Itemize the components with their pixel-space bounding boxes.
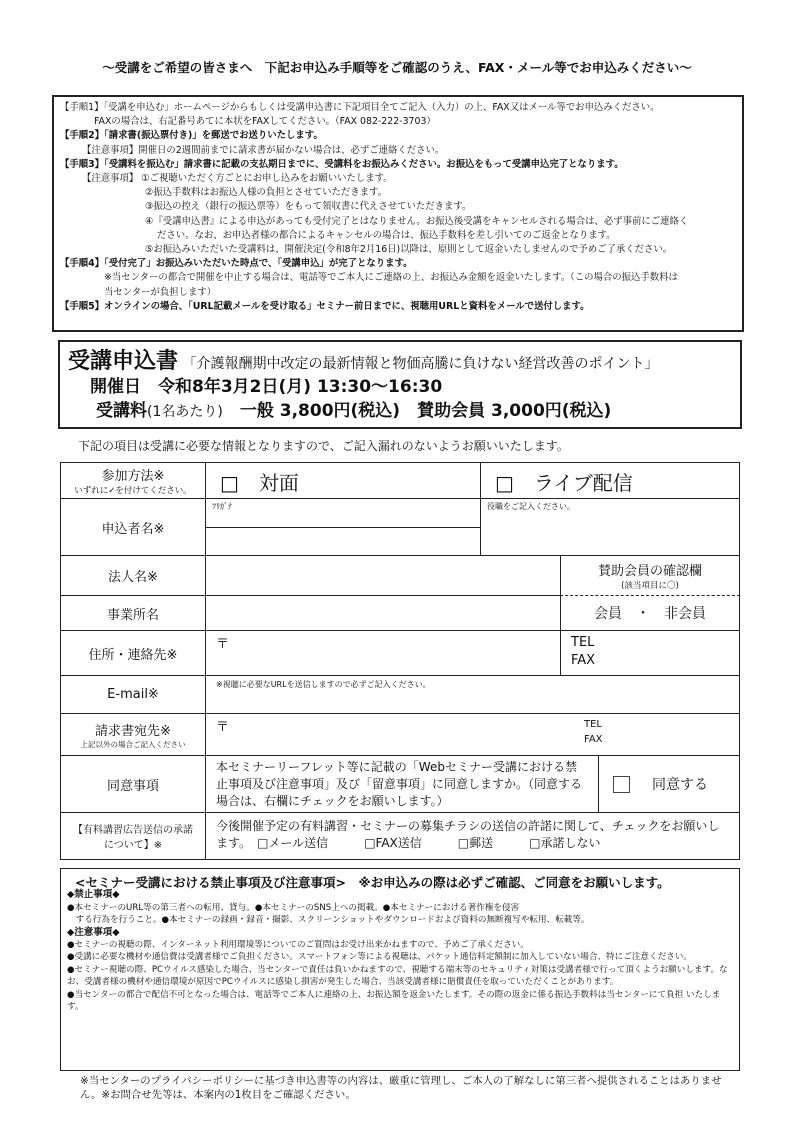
caution-title: ◆注意事項◆ (67, 926, 120, 938)
option-in-person[interactable]: □ 対面 (205, 462, 481, 499)
ads-label-cell (60, 812, 206, 860)
participation-sub: いずれに✓を付けてください。 (74, 486, 192, 496)
caution-item: ●セミナーの視聴の際、インターネット利用環境等についてのご質問はお受け出来かねますので、予めご了承ください。 (67, 940, 529, 951)
step-line: ださい。なお、お申込者様の都合によるキャンセルの場合は、振込手数料を差し引いてのご返金となります。 (157, 229, 616, 241)
participation-label-cell (60, 462, 206, 499)
prohibited-line: する行為を行うこと。●本セミナーの録画・録音・撮影、スクリーンショットやダウンロードおよび資料の無断複写や転用、転載等。 (67, 915, 590, 926)
participation-label: 参加方法※ (101, 469, 165, 484)
ads-option-email[interactable]: □メール送信 (257, 836, 329, 850)
address-field[interactable] (205, 630, 561, 676)
step-line: ⑤お振込みいただいた受講料は、開催決定(令和8年2月16日)以降は、原則として返金いたしませんので予めご了承ください。 (145, 244, 673, 256)
email-field[interactable] (205, 675, 740, 714)
ads-text: 今後開催予定の有料講習・セミナーの募集チラシの送信の許諾に関して、チェックをお願いします。 (216, 819, 720, 850)
caution-item: ●受講に必要な機材や通信費は受講者様でご負担ください。スマートフォン等による視聴は、パケット通信料定額制に加入していない場合、特にご注意ください。 (67, 952, 692, 963)
step-line: FAXの場合は、右記番号あてに本状をFAXしてください。（FAX 082-222-3703） (94, 116, 436, 128)
applicant-label: 申込者名※ (101, 521, 165, 537)
member-check-sub: (該当項目に〇) (621, 581, 679, 591)
ads-consent-field (205, 812, 740, 860)
consent-label-cell (60, 755, 206, 813)
ads-option-decline[interactable]: □承諾しない (529, 836, 601, 850)
consent-agree-label: 同意する (652, 777, 708, 793)
corp-label-cell (60, 555, 206, 596)
option-live-stream[interactable]: □ ライブ配信 (480, 462, 740, 499)
step-line: 【手順1】「受講を申込む」ホームページからもしくは受講申込書に下記項目全てご記入（入力）の上、FAX又はメール等でお申込みください。 (60, 102, 660, 113)
caution-item: ●当センターの都合で配信不可となった場合は、電話等でご本人に連絡の上、お振込額を返金いたします。その際の返金に係る振込手数料は当センターにて負担 いたします。 (67, 989, 721, 1013)
member-fee: 賛助会員 3,000円(税込) (417, 401, 612, 421)
step-line: ②振込手数料はお振込人様の負担とさせていただきます。 (145, 187, 388, 199)
corp-label: 法人名※ (108, 570, 158, 585)
address-label-cell (60, 630, 206, 676)
position-field[interactable] (480, 498, 740, 556)
step-line: 【注意事項】 ①ご視聴いただく方ごとにお申し込みをお願いいたします。 (82, 173, 393, 185)
form-title: 受講申込書 (68, 349, 179, 374)
invoice-sub: 上記以外の場合ご記入ください (80, 739, 186, 749)
phone-fax-field[interactable] (560, 630, 740, 676)
prohibited-title: ◆禁止事項◆ (67, 889, 120, 901)
applicant-name-field[interactable] (205, 527, 481, 556)
invoice-label: 請求書宛先※ (95, 723, 171, 739)
ads-option-fax[interactable]: □FAX送信 (364, 836, 422, 850)
step-line: 【注意事項】開催日の2週間前までに請求書が届かない場合は、必ずご連絡ください。 (82, 144, 445, 156)
prohibited-line: ●本セミナーのURL等の第三者への転用、貸与。●本セミナーのSNS上への掲載。●本セミナーにおける著作権を侵害 (67, 902, 520, 913)
office-label: 事業所名 (106, 607, 159, 623)
form-intro: 下記の項目は受講に必要な情報となりますので、ご記入漏れのないようお願いいたします。 (78, 439, 569, 453)
member-check-header (560, 555, 740, 596)
step-line: 【手順3】「受講料を振込む」請求書に記載の支払期日までに、受講料をお振込みください。お振込をもって受講申込完了となります。 (60, 158, 624, 170)
invoice-label-cell (60, 713, 206, 756)
fee-unit: (1名あたり) (147, 404, 223, 420)
invoice-tel-label: TEL (584, 719, 602, 730)
step-line: ③振込の控え（銀行の振込票等）をもって領収書に代えさせていただきます。 (145, 201, 472, 213)
prohibitions-notes-box (60, 868, 740, 1071)
consent-checkbox[interactable] (613, 776, 630, 793)
event-date: 令和8年3月2日(月) 13:30～16:30 (158, 377, 443, 397)
email-label: E-mail※ (107, 687, 159, 702)
address-label: 住所・連絡先※ (88, 647, 178, 663)
tel-label: TEL (571, 635, 595, 650)
office-label-cell (60, 595, 206, 631)
seminar-title: 「介護報酬期中改定の最新情報と物価高騰に負けない経営改善のポイント」 (182, 356, 659, 372)
step-line: ※当センターの都合で開催を中止する場合は、電話等でご本人にご連絡の上、お振込み金額を返金いたします。（この場合の振込手数料は (104, 272, 678, 284)
member-check-label: 賛助会員の確認欄 (597, 564, 702, 579)
general-fee: 一般 3,800円(税込) (239, 401, 401, 421)
office-name-field[interactable] (205, 595, 561, 631)
email-label-cell (60, 675, 206, 714)
postal-mark: 〒 (216, 637, 230, 652)
privacy-footer: ※当センターのプライバシーポリシーに基づき申込書等の内容は、厳重に管理し、ご本人の了解なしに第三者へ提供されることはありません。※お問合せ先等は、本案内の1枚目をご確認ください。 (80, 1075, 722, 1101)
application-header (58, 340, 742, 429)
invoice-postal-mark: 〒 (216, 720, 230, 735)
invoice-address-field[interactable] (205, 713, 740, 756)
step-line: 【手順4】「受付完了」お振込みいただいた時点で、「受講申込」が完了となります。 (60, 258, 413, 270)
date-label: 開催日 (90, 377, 141, 397)
invoice-fax-label: FAX (584, 734, 603, 745)
fax-label: FAX (571, 653, 596, 668)
step-line: 【手順2】「請求書(振込票付き)」を郵送でお送りいたします。 (60, 130, 323, 142)
ads-option-mail[interactable]: □郵送 (457, 836, 494, 850)
email-note: ※視聴に必要なURLを送信しますので必ずご記入ください。 (216, 680, 431, 689)
notes-heading: <セミナー受講における禁止事項及び注意事項> ※お申込みの際は必ずご確認、ご同意をお願いします。 (75, 875, 670, 890)
page-instruction-title: ～受講をご希望の皆さまへ 下記お申込み手順等をご確認のうえ、FAX・メール等でお申込みください～ (102, 60, 692, 75)
ads-label: 【有料講習広告送信の承諾について】※ (73, 825, 193, 851)
consent-agree-cell[interactable] (598, 755, 740, 813)
consent-label: 同意事項 (106, 778, 159, 794)
step-line: 【手順5】オンラインの場合、「URL記載メールを受け取る」セミナー前日までに、視聴用URLと資料をメールで送付します。 (60, 300, 590, 312)
step-line: ④『受講申込書』による申込があっても受付完了とはなりません。お振込後受講をキャンセルされる場合は、必ず事前にご連絡く (145, 215, 689, 227)
application-steps-box (52, 95, 744, 332)
position-hint: 役職をご記入ください。 (487, 502, 575, 511)
applicant-label-cell (60, 498, 206, 556)
member-status-options[interactable]: 会員 ・ 非会員 (560, 595, 740, 631)
caution-item: ●セミナー視聴の際、PCウイルス感染した場合、当センターで責任は負いかねますので、視聴する端末等のセキュリティ対策は受講者様で行って頂くようお願いします。なお、受講者様の機材や通信環境が原因でPCウイルスに感染し損害が発生した場合、当該受講者様に賠償責任を取っていただくことがあります。 (67, 964, 728, 988)
furigana-label: ﾌﾘｶﾞﾅ (212, 502, 232, 511)
corp-name-field[interactable] (205, 555, 561, 596)
fee-label: 受講料 (96, 401, 147, 421)
consent-text: 本セミナーリーフレット等に記載の「Webセミナー受講における禁止事項及び注意事項」及び「留意事項」に同意しますか。（同意する場合は、右欄にチェックをお願いします。） (205, 755, 599, 813)
step-line: 当センターが負担します） (104, 286, 217, 298)
furigana-field[interactable] (205, 498, 481, 528)
